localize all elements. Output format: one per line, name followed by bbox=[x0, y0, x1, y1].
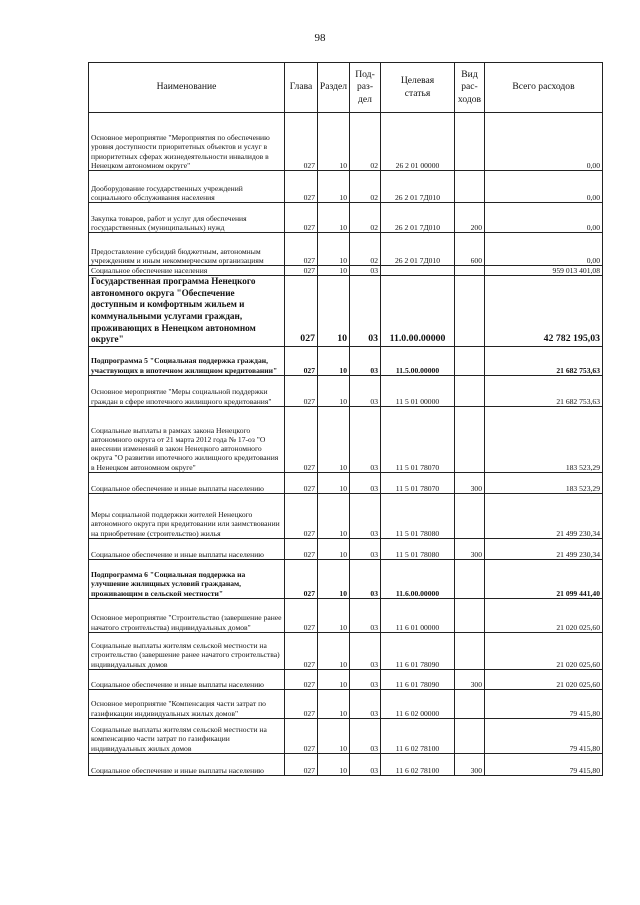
table-row bbox=[89, 753, 603, 775]
cell-total: 21 499 230,34 bbox=[485, 493, 603, 538]
cell-razdel: 10 bbox=[318, 472, 350, 493]
cell-podrazdel: 03 bbox=[350, 266, 381, 276]
cell-vid bbox=[455, 689, 485, 718]
cell-razdel: 10 bbox=[318, 113, 350, 171]
cell-target: 11 5 01 78080 bbox=[381, 538, 455, 559]
cell-total: 21 099 441,40 bbox=[485, 559, 603, 598]
cell-target: 11 5 01 78080 bbox=[381, 493, 455, 538]
cell-target: 11 5 01 00000 bbox=[381, 375, 455, 406]
cell-total: 21 020 025,60 bbox=[485, 669, 603, 689]
table-row bbox=[89, 538, 603, 559]
table-row bbox=[89, 559, 603, 598]
cell-name: Дооборудование государственных учреждений социального обслуживания населения bbox=[89, 171, 285, 203]
cell-razdel: 10 bbox=[318, 346, 350, 375]
cell-glava: 027 bbox=[285, 718, 318, 753]
cell-razdel: 10 bbox=[318, 375, 350, 406]
cell-name: Социальные выплаты жителям сельской местности на строительство (завершение ранее начатого строительства) индивидуальных домов bbox=[89, 632, 285, 669]
cell-razdel: 10 bbox=[318, 266, 350, 276]
cell-glava: 027 bbox=[285, 406, 318, 472]
cell-target: 11 6 02 78100 bbox=[381, 718, 455, 753]
cell-total: 959 013 401,08 bbox=[485, 266, 603, 276]
cell-name: Основное мероприятие "Компенсация части затрат по газификации индивидуальных жилых домов" bbox=[89, 689, 285, 718]
table-row bbox=[89, 472, 603, 493]
cell-vid bbox=[455, 276, 485, 347]
cell-vid: 300 bbox=[455, 753, 485, 775]
cell-name: Социальное обеспечение и иные выплаты населению bbox=[89, 538, 285, 559]
cell-podrazdel: 03 bbox=[350, 559, 381, 598]
cell-vid bbox=[455, 598, 485, 632]
cell-name: Социальное обеспечение и иные выплаты населению bbox=[89, 472, 285, 493]
cell-podrazdel: 03 bbox=[350, 346, 381, 375]
cell-name: Социальные выплаты в рамках закона Ненецкого автономного округа от 21 марта 2012 года № 17-оз "О внесении изменений в закон Ненецкого автономного округа "О развитии ипотечного жилищного кредитования в Ненецком автономном округе" bbox=[89, 406, 285, 472]
cell-podrazdel: 02 bbox=[350, 233, 381, 266]
table-row bbox=[89, 346, 603, 375]
cell-name: Социальное обеспечение населения bbox=[89, 266, 285, 276]
cell-podrazdel: 03 bbox=[350, 276, 381, 347]
cell-name: Социальное обеспечение и иные выплаты населению bbox=[89, 669, 285, 689]
table-row bbox=[89, 276, 603, 347]
table-row bbox=[89, 406, 603, 472]
header-vid: Вид рас- ходов bbox=[455, 63, 485, 113]
cell-target: 11 6 01 00000 bbox=[381, 598, 455, 632]
cell-target: 11.0.00.00000 bbox=[381, 276, 455, 347]
cell-podrazdel: 03 bbox=[350, 493, 381, 538]
cell-total: 42 782 195,03 bbox=[485, 276, 603, 347]
cell-total: 79 415,80 bbox=[485, 718, 603, 753]
cell-glava: 027 bbox=[285, 375, 318, 406]
cell-name: Предоставление субсидий бюджетным, автономным учреждениям и иным некоммерческим организациям bbox=[89, 233, 285, 266]
cell-name: Меры социальной поддержки жителей Ненецкого автономного округа при кредитовании или заимствовании на приобретение (строительство) жилья bbox=[89, 493, 285, 538]
cell-target: 11 5 01 78070 bbox=[381, 472, 455, 493]
cell-vid: 300 bbox=[455, 669, 485, 689]
cell-total: 21 682 753,63 bbox=[485, 346, 603, 375]
cell-razdel: 10 bbox=[318, 718, 350, 753]
cell-target: 26 2 01 7Д010 bbox=[381, 203, 455, 233]
cell-razdel: 10 bbox=[318, 493, 350, 538]
cell-razdel: 10 bbox=[318, 753, 350, 775]
cell-vid bbox=[455, 113, 485, 171]
cell-razdel: 10 bbox=[318, 689, 350, 718]
cell-glava: 027 bbox=[285, 266, 318, 276]
cell-glava: 027 bbox=[285, 171, 318, 203]
cell-razdel: 10 bbox=[318, 559, 350, 598]
table-row bbox=[89, 113, 603, 171]
cell-glava: 027 bbox=[285, 113, 318, 171]
cell-glava: 027 bbox=[285, 472, 318, 493]
cell-total: 183 523,29 bbox=[485, 406, 603, 472]
cell-total: 21 682 753,63 bbox=[485, 375, 603, 406]
cell-total: 21 020 025,60 bbox=[485, 598, 603, 632]
cell-name: Социальные выплаты жителям сельской местности на компенсацию части затрат по газификации индивидуальных жилых домов bbox=[89, 718, 285, 753]
cell-glava: 027 bbox=[285, 559, 318, 598]
cell-podrazdel: 03 bbox=[350, 632, 381, 669]
table-row bbox=[89, 598, 603, 632]
header-razdel: Раздел bbox=[318, 63, 350, 113]
cell-podrazdel: 02 bbox=[350, 171, 381, 203]
table-row bbox=[89, 375, 603, 406]
cell-name: Основное мероприятие "Меры социальной поддержки граждан в сфере ипотечного жилищного кредитования" bbox=[89, 375, 285, 406]
table-row bbox=[89, 266, 603, 276]
cell-podrazdel: 03 bbox=[350, 718, 381, 753]
cell-total: 0,00 bbox=[485, 171, 603, 203]
cell-vid: 300 bbox=[455, 538, 485, 559]
cell-target: 11.5.00.00000 bbox=[381, 346, 455, 375]
table-row bbox=[89, 233, 603, 266]
header-podrazdel: Под- раз- дел bbox=[350, 63, 381, 113]
cell-vid bbox=[455, 346, 485, 375]
cell-podrazdel: 03 bbox=[350, 472, 381, 493]
cell-vid bbox=[455, 266, 485, 276]
cell-podrazdel: 03 bbox=[350, 538, 381, 559]
cell-target: 11 6 02 78100 bbox=[381, 753, 455, 775]
cell-podrazdel: 03 bbox=[350, 375, 381, 406]
cell-glava: 027 bbox=[285, 689, 318, 718]
cell-podrazdel: 03 bbox=[350, 598, 381, 632]
cell-target: 11 5 01 78070 bbox=[381, 406, 455, 472]
cell-target: 26 2 01 7Д010 bbox=[381, 171, 455, 203]
cell-vid bbox=[455, 559, 485, 598]
table-header-row bbox=[89, 63, 603, 113]
header-glava: Глава bbox=[285, 63, 318, 113]
cell-podrazdel: 03 bbox=[350, 753, 381, 775]
cell-glava: 027 bbox=[285, 276, 318, 347]
cell-target: 11 6 01 78090 bbox=[381, 632, 455, 669]
table-row bbox=[89, 493, 603, 538]
cell-vid bbox=[455, 632, 485, 669]
cell-total: 79 415,80 bbox=[485, 689, 603, 718]
table-row bbox=[89, 689, 603, 718]
table-row bbox=[89, 171, 603, 203]
table-row bbox=[89, 203, 603, 233]
cell-name: Подпрограмма 5 "Социальная поддержка граждан, участвующих в ипотечном жилищном кредитовании" bbox=[89, 346, 285, 375]
cell-glava: 027 bbox=[285, 538, 318, 559]
cell-glava: 027 bbox=[285, 203, 318, 233]
cell-name: Основное мероприятие "Мероприятия по обеспечению уровня доступности приоритетных объектов и услуг в приоритетных сферах жизнедеятельности инвалидов в Ненецком автономном округе" bbox=[89, 113, 285, 171]
cell-vid bbox=[455, 406, 485, 472]
table-row bbox=[89, 669, 603, 689]
cell-razdel: 10 bbox=[318, 203, 350, 233]
cell-total: 79 415,80 bbox=[485, 753, 603, 775]
cell-razdel: 10 bbox=[318, 598, 350, 632]
cell-vid: 300 bbox=[455, 472, 485, 493]
cell-razdel: 10 bbox=[318, 632, 350, 669]
cell-target: 26 2 01 00000 bbox=[381, 113, 455, 171]
table-row bbox=[89, 718, 603, 753]
cell-glava: 027 bbox=[285, 493, 318, 538]
cell-target: 26 2 01 7Д010 bbox=[381, 233, 455, 266]
cell-vid bbox=[455, 171, 485, 203]
cell-vid: 200 bbox=[455, 203, 485, 233]
cell-name: Основное мероприятие "Строительство (завершение ранее начатого строительства) индивидуальных домов" bbox=[89, 598, 285, 632]
page-number: 98 bbox=[314, 32, 326, 44]
cell-name: Социальное обеспечение и иные выплаты населению bbox=[89, 753, 285, 775]
cell-razdel: 10 bbox=[318, 669, 350, 689]
cell-total: 0,00 bbox=[485, 233, 603, 266]
header-target: Целевая статья bbox=[381, 63, 455, 113]
cell-target: 11 6 01 78090 bbox=[381, 669, 455, 689]
cell-glava: 027 bbox=[285, 346, 318, 375]
header-total: Всего расходов bbox=[485, 63, 603, 113]
cell-target: 11.6.00.00000 bbox=[381, 559, 455, 598]
cell-name: Закупка товаров, работ и услуг для обеспечения государственных (муниципальных) нужд bbox=[89, 203, 285, 233]
cell-target: 11 6 02 00000 bbox=[381, 689, 455, 718]
cell-razdel: 10 bbox=[318, 233, 350, 266]
cell-total: 183 523,29 bbox=[485, 472, 603, 493]
cell-total: 21 020 025,60 bbox=[485, 632, 603, 669]
cell-podrazdel: 02 bbox=[350, 113, 381, 171]
header-name: Наименование bbox=[89, 63, 285, 113]
cell-podrazdel: 03 bbox=[350, 406, 381, 472]
cell-glava: 027 bbox=[285, 233, 318, 266]
cell-podrazdel: 02 bbox=[350, 203, 381, 233]
budget-table bbox=[88, 62, 603, 776]
table-row bbox=[89, 632, 603, 669]
cell-name: Подпрограмма 6 "Социальная поддержка на улучшение жилищных условий гражданам, проживающим в сельской местности" bbox=[89, 559, 285, 598]
cell-razdel: 10 bbox=[318, 276, 350, 347]
cell-vid bbox=[455, 718, 485, 753]
cell-name: Государственная программа Ненецкого автономного округа "Обеспечение доступным и комфортным жильем и коммунальными услугами граждан, проживающих в Ненецком автономном округе" bbox=[89, 276, 285, 347]
cell-razdel: 10 bbox=[318, 406, 350, 472]
cell-total: 21 499 230,34 bbox=[485, 538, 603, 559]
cell-glava: 027 bbox=[285, 753, 318, 775]
cell-glava: 027 bbox=[285, 669, 318, 689]
cell-glava: 027 bbox=[285, 632, 318, 669]
cell-target bbox=[381, 266, 455, 276]
cell-vid bbox=[455, 493, 485, 538]
cell-total: 0,00 bbox=[485, 203, 603, 233]
cell-razdel: 10 bbox=[318, 538, 350, 559]
cell-vid: 600 bbox=[455, 233, 485, 266]
cell-podrazdel: 03 bbox=[350, 669, 381, 689]
cell-vid bbox=[455, 375, 485, 406]
cell-podrazdel: 03 bbox=[350, 689, 381, 718]
cell-glava: 027 bbox=[285, 598, 318, 632]
cell-total: 0,00 bbox=[485, 113, 603, 171]
cell-razdel: 10 bbox=[318, 171, 350, 203]
